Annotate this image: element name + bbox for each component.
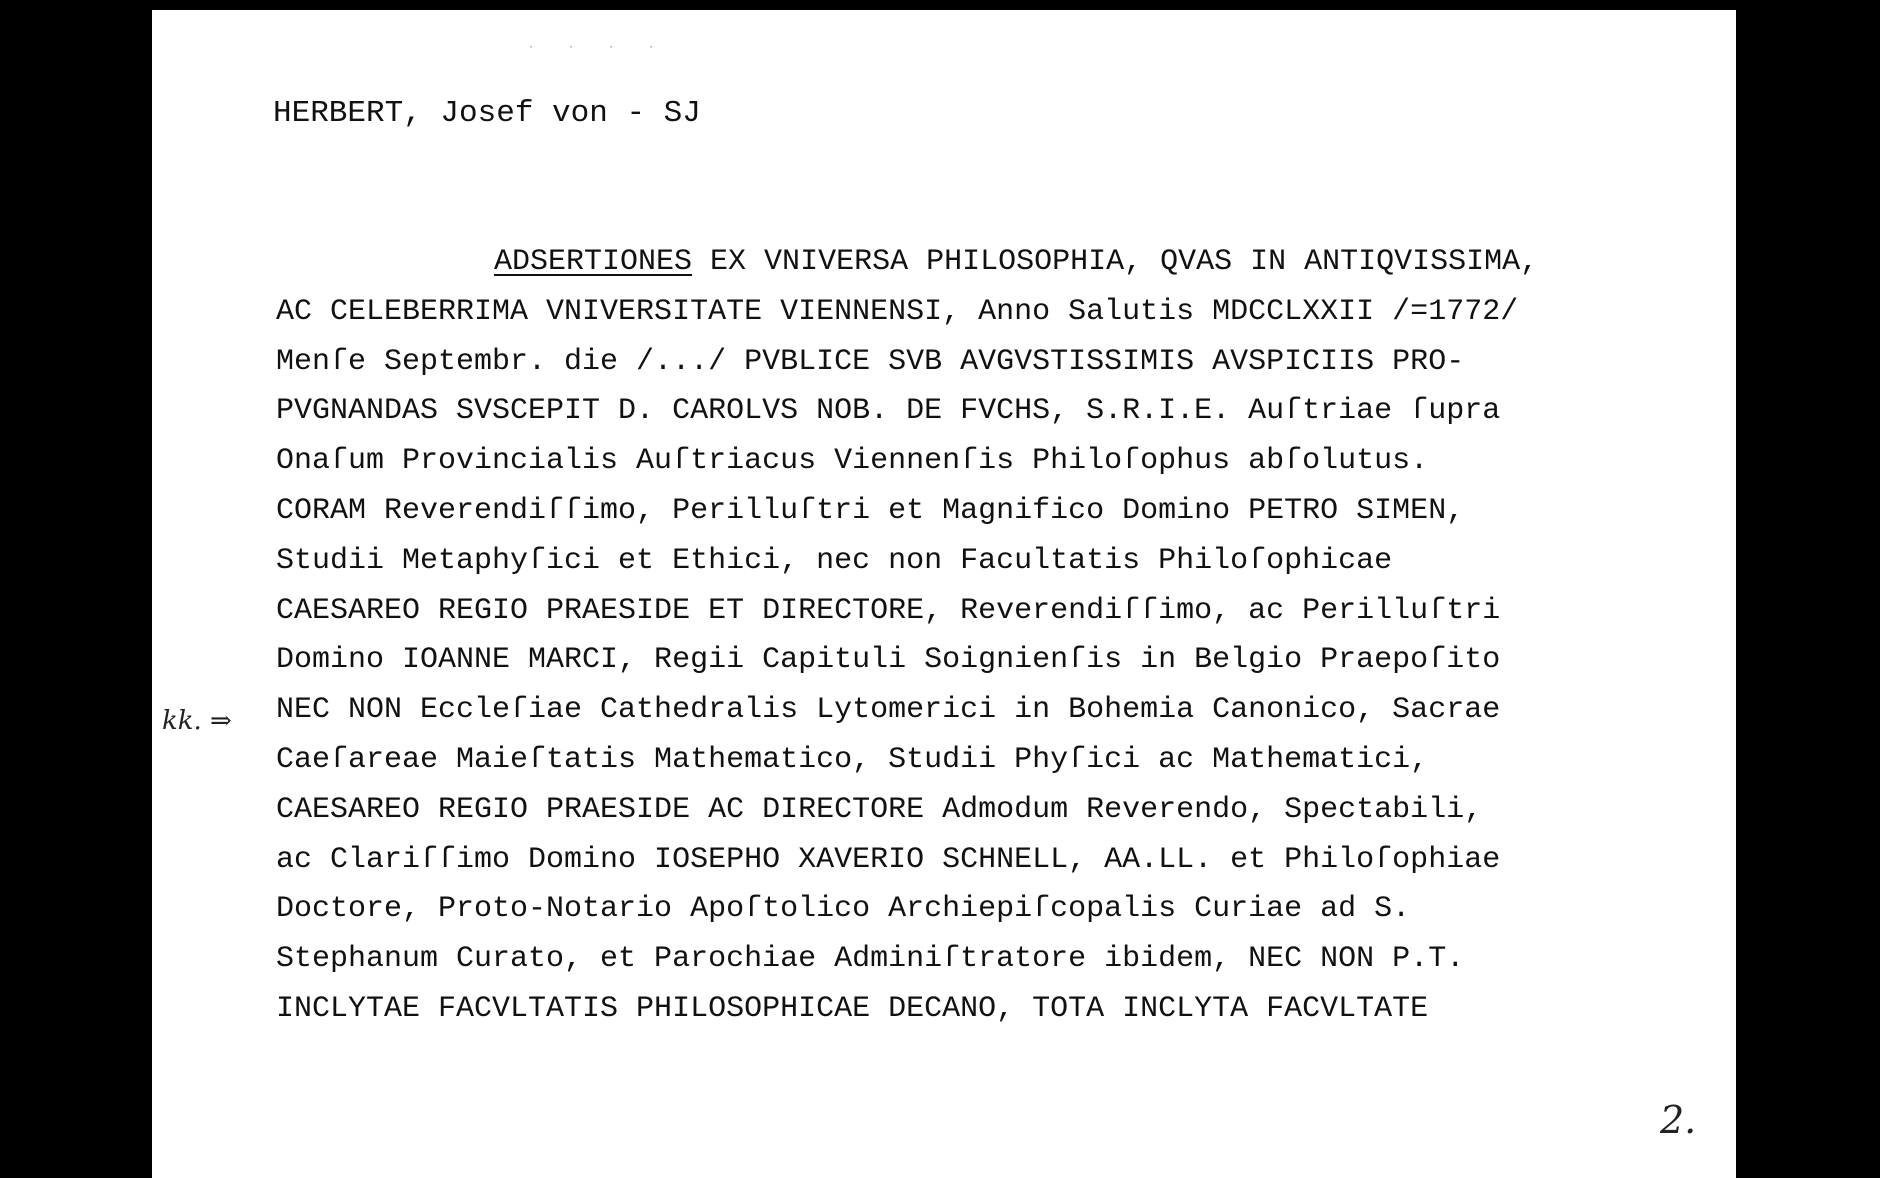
handwritten-margin-note: kk. ⇒ (162, 706, 232, 736)
catalog-card (152, 10, 1736, 1178)
text-line-15: Stephanum Curato, et Parochiae Adminiſtratore ibidem, NEC NON P.T. (276, 942, 1465, 977)
text-line-9: Domino IOANNE MARCI, Regii Capituli Soignienſis in Belgio Praepoſito (276, 643, 1501, 678)
text-line-5: Onaſum Provincialis Auſtriacus Viennenſis Philoſophus abſolutus. (276, 444, 1429, 479)
text-line-2: AC CELEBERRIMA VNIVERSITATE VIENNENSI, Anno Salutis MDCCLXXII /=1772/ (276, 294, 1519, 329)
text-line-10: NEC NON Eccleſiae Cathedralis Lytomerici in Bohemia Canonico, Sacrae (276, 693, 1501, 728)
text-line-6: CORAM Reverendiſſimo, Perilluſtri et Magnifico Domino PETRO SIMEN, (276, 493, 1465, 528)
text-line-1 (276, 238, 1726, 288)
card-heading: HERBERT, Josef von - SJ (273, 96, 701, 131)
text-line-11: Caeſareae Maieſtatis Mathematico, Studii Phyſici ac Mathematici, (276, 742, 1429, 777)
text-line-8: CAESAREO REGIO PRAESIDE ET DIRECTORE, Reverendiſſimo, ac Perilluſtri (276, 593, 1501, 628)
text-line-16: INCLYTAE FACVLTATIS PHILOSOPHICAE DECANO, TOTA INCLYTA FACVLTATE (276, 991, 1429, 1026)
text-line-1-rest: EX VNIVERSA PHILOSOPHIA, QVAS IN ANTIQVISSIMA, (692, 245, 1539, 279)
text-line-7: Studii Metaphyſici et Ethici, nec non Facultatis Philoſophicae (276, 543, 1393, 578)
text-line-13: ac Clariſſimo Domino IOSEPHO XAVERIO SCHNELL, AA.LL. et Philoſophiae (276, 842, 1501, 877)
scan-specks: · · · · (528, 42, 669, 53)
text-line-12: CAESAREO REGIO PRAESIDE AC DIRECTORE Admodum Reverendo, Spectabili, (276, 792, 1483, 827)
text-line-4: PVGNANDAS SVSCEPIT D. CAROLVS NOB. DE FVCHS, S.R.I.E. Auſtriae ſupra (276, 394, 1501, 429)
title-first-word: ADSERTIONES (494, 245, 693, 279)
text-line-3: Menſe Septembr. die /.../ PVBLICE SVB AVGVSTISSIMIS AVSPICIIS PRO- (276, 344, 1465, 379)
handwritten-page-number: 2. (1660, 1098, 1697, 1142)
text-line-14: Doctore, Proto-Notario Apoſtolico Archiepiſcopalis Curiae ad S. (276, 892, 1411, 927)
card-body-text (276, 238, 1726, 1035)
